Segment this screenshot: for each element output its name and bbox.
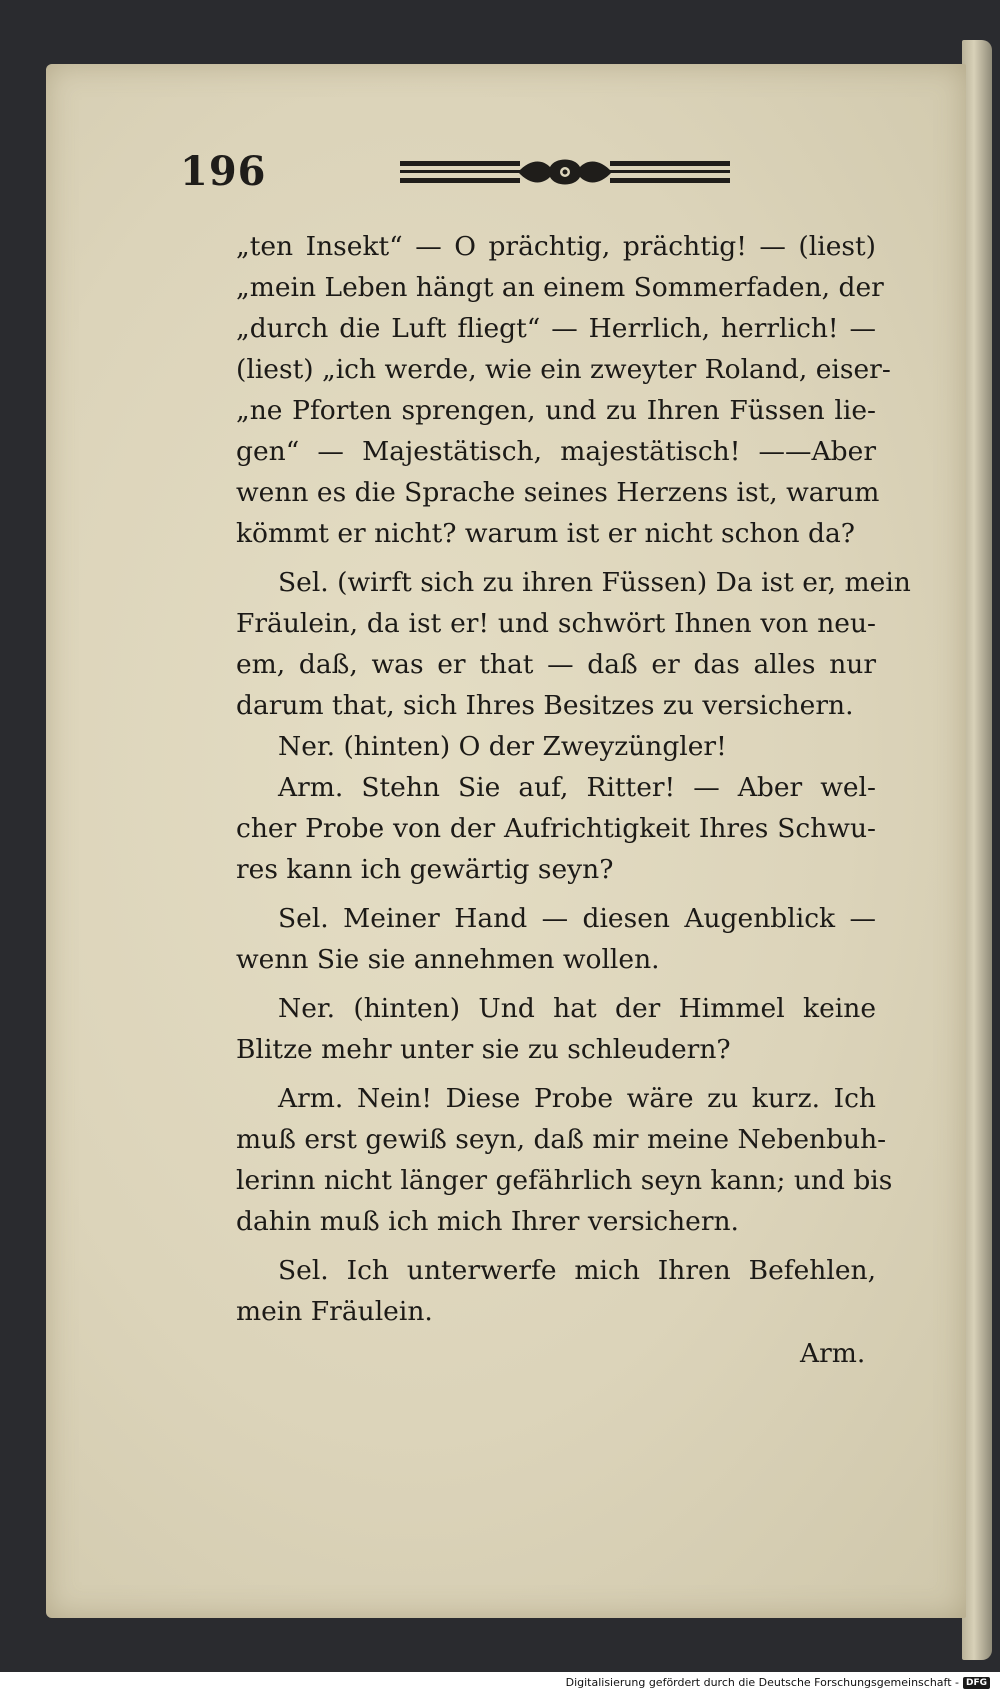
text-line: Blitze mehr unter sie zu schleudern? xyxy=(236,1034,731,1065)
text-line: Ner. (hinten) Und hat der Himmel keine xyxy=(278,993,876,1024)
text-line: „ne Pforten sprengen, und zu Ihren Füssen lie- xyxy=(236,395,876,426)
text-line: Arm. Stehn Sie auf, Ritter! — Aber wel- xyxy=(278,772,876,803)
catchword: Arm. xyxy=(800,1338,866,1369)
text-line: kömmt er nicht? warum ist er nicht schon da? xyxy=(236,518,855,549)
text-line: dahin muß ich mich Ihrer versichern. xyxy=(236,1206,739,1237)
page-number: 196 xyxy=(180,148,267,195)
text-line: muß erst gewiß seyn, daß mir meine Nebenbuh- xyxy=(236,1124,887,1155)
text-line: cher Probe von der Aufrichtigkeit Ihres Schwu- xyxy=(236,813,876,844)
text-line: Fräulein, da ist er! und schwört Ihnen von neu- xyxy=(236,608,876,639)
text-line: wenn es die Sprache seines Herzens ist, warum xyxy=(236,477,880,508)
text-line: res kann ich gewärtig seyn? xyxy=(236,854,614,885)
text-line: „mein Leben hängt an einem Sommerfaden, der xyxy=(236,272,884,303)
text-line: Sel. Ich unterwerfe mich Ihren Befehlen, xyxy=(278,1255,876,1286)
text-line: „ten Insekt“ — O prächtig, prächtig! — (liest) xyxy=(236,231,876,262)
digitization-credit xyxy=(566,1676,990,1689)
text-line: Sel. Meiner Hand — diesen Augenblick — xyxy=(278,903,876,934)
text-line: darum that, sich Ihres Besitzes zu versichern. xyxy=(236,690,854,721)
text-line: wenn Sie sie annehmen wollen. xyxy=(236,944,660,975)
text-line: lerinn nicht länger gefährlich seyn kann; und bis xyxy=(236,1165,893,1196)
text-line: „durch die Luft fliegt“ — Herrlich, herrlich! — xyxy=(236,313,876,344)
credit-text: Digitalisierung gefördert durch die Deutsche Forschungsgemeinschaft - xyxy=(565,1676,959,1689)
text-line: Sel. (wirft sich zu ihren Füssen) Da ist er, mein xyxy=(278,567,911,598)
dfg-logo: DFG xyxy=(963,1677,990,1689)
text-line: em, daß, was er that — daß er das alles nur xyxy=(236,649,876,680)
text-line: Ner. (hinten) O der Zweyzüngler! xyxy=(278,731,727,762)
text-line: (liest) „ich werde, wie ein zweyter Roland, eiser- xyxy=(236,354,891,385)
header-ornament xyxy=(400,155,730,189)
text-line: Arm. Nein! Diese Probe wäre zu kurz. Ich xyxy=(278,1083,876,1114)
text-line: mein Fräulein. xyxy=(236,1296,433,1327)
book-page-edges xyxy=(962,40,992,1660)
page-text xyxy=(236,226,911,1332)
text-line: gen“ — Majestätisch, majestätisch! ——Aber xyxy=(236,436,876,467)
